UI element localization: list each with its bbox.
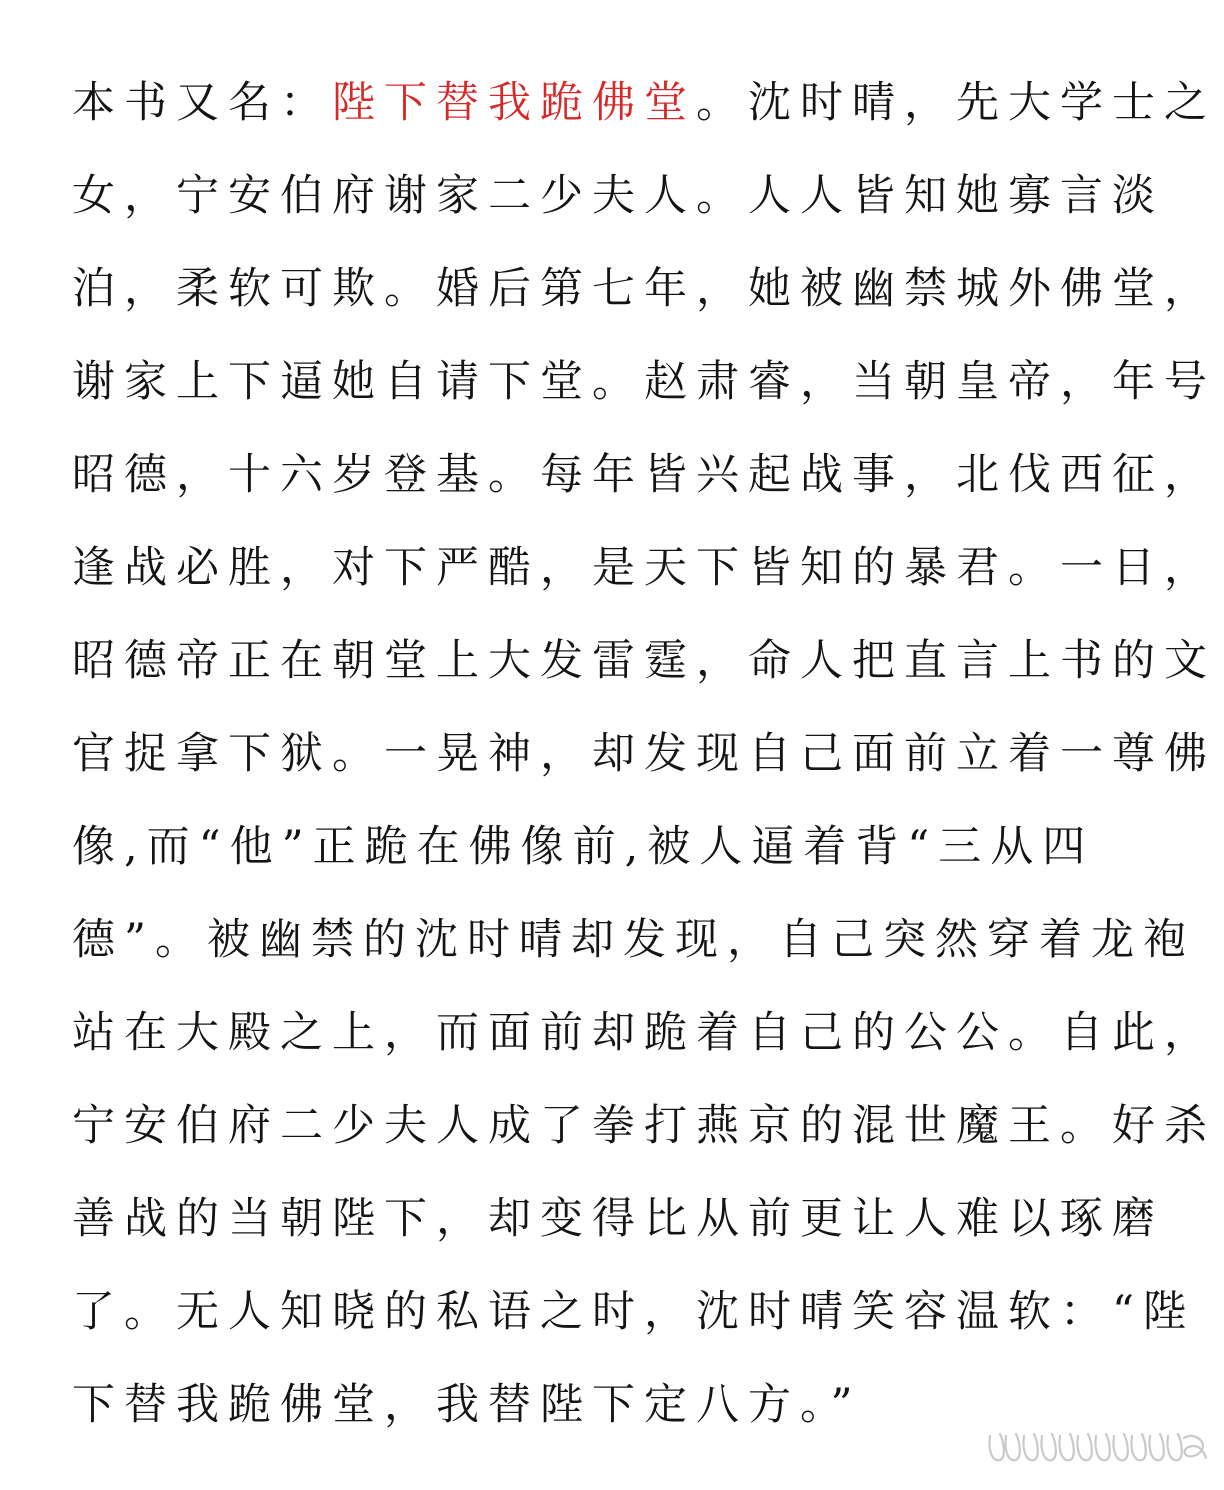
- text-line-2: 女，宁安伯府谢家二少夫人。人人皆知她寡言淡: [72, 171, 1164, 221]
- text-line-11: 站在大殿之上，而面前却跪着自己的公公。自此，: [72, 1008, 1216, 1058]
- watermark-strokes: [984, 1428, 1210, 1468]
- text-line-14: 了。无人知晓的私语之时，沈时晴笑容温软：“陛: [72, 1287, 1195, 1337]
- text-line-12: 宁安伯府二少夫人成了拳打燕京的混世魔王。好杀: [72, 1101, 1216, 1151]
- synopsis-text: [72, 70, 1216, 1465]
- text-line-7: 昭德帝正在朝堂上大发雷霆，命人把直言上书的文: [72, 636, 1216, 686]
- text-line-4: 谢家上下逼她自请下堂。赵肃睿，当朝皇帝，年号: [72, 357, 1216, 407]
- alt-title-label: 本书又名：: [72, 78, 332, 128]
- weibo-watermark-icon: [984, 1428, 1210, 1468]
- text-line-10: 德”。被幽禁的沈时晴却发现，自己突然穿着龙袍: [72, 915, 1195, 965]
- alt-title: 陛下替我跪佛堂: [332, 78, 696, 128]
- text-line-13: 善战的当朝陛下，却变得比从前更让人难以琢磨: [72, 1194, 1164, 1244]
- text-line-8: 官捉拿下狱。一晃神，却发现自己面前立着一尊佛: [72, 729, 1216, 779]
- text-line-6: 逢战必胜，对下严酷，是天下皆知的暴君。一日，: [72, 543, 1216, 593]
- text-line-1-rest: 。沈时晴，先大学士之: [696, 78, 1216, 128]
- text-line-9: 像,而“他”正跪在佛像前,被人逼着背“三从四: [72, 822, 1095, 872]
- text-line-1: [72, 70, 1216, 163]
- text-line-15: 下替我跪佛堂，我替陛下定八方。”: [72, 1380, 862, 1430]
- text-line-3: 泊，柔软可欺。婚后第七年，她被幽禁城外佛堂，: [72, 264, 1216, 314]
- text-line-5: 昭德，十六岁登基。每年皆兴起战事，北伐西征，: [72, 450, 1216, 500]
